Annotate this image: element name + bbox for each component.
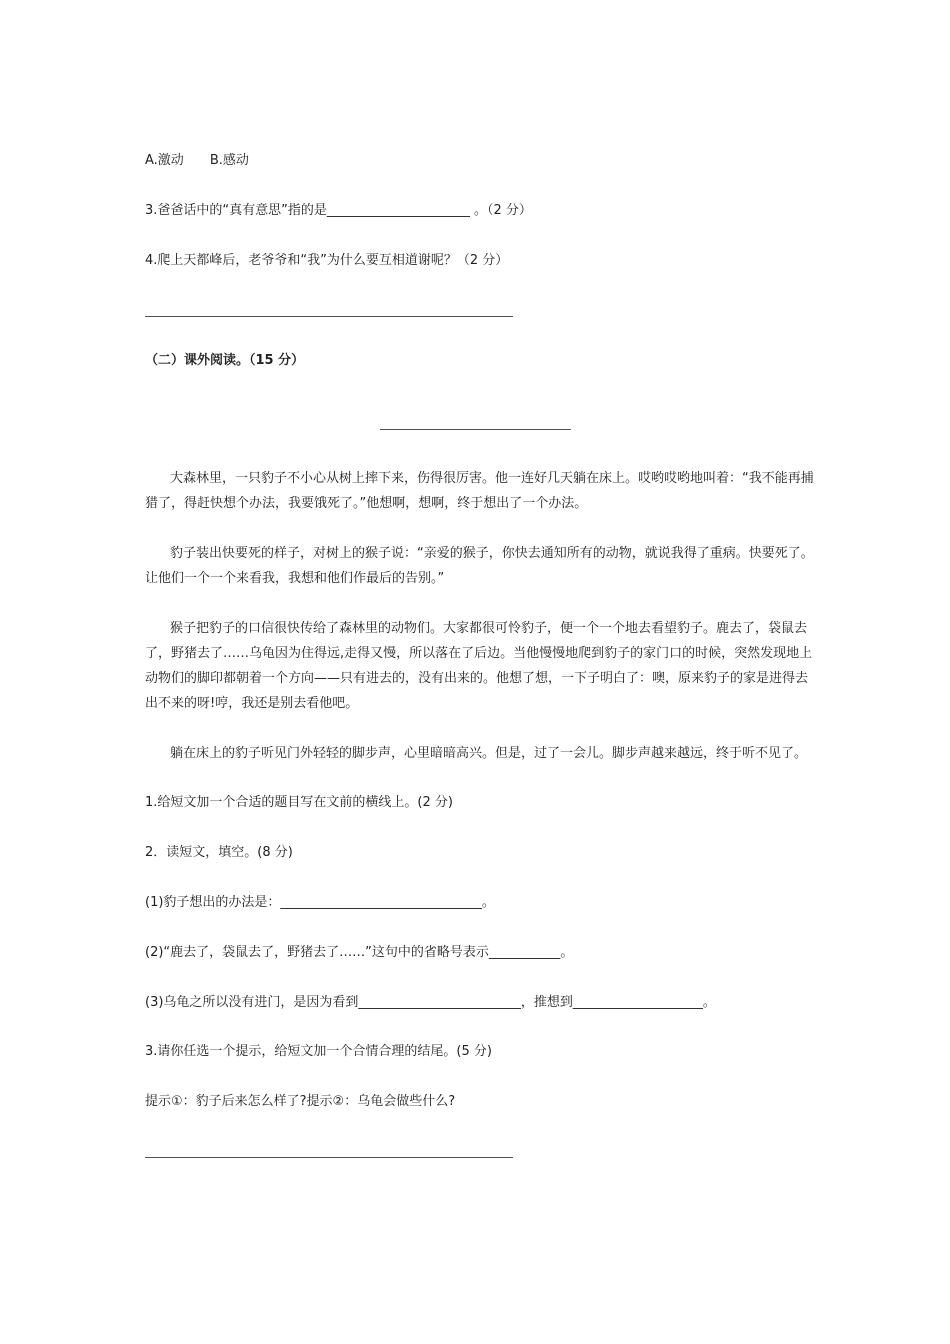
passage-p3-line4: 出不来的呀!哼，我还是别去看他吧。 xyxy=(145,696,359,711)
passage-p2-line2: 让他们一个一个来看我，我想和他们作最后的告别。” xyxy=(145,571,445,586)
question-4: 4.爬上天都峰后，老爷爷和“我”为什么要互相道谢呢？（2 分） xyxy=(145,253,509,268)
options-line xyxy=(145,151,249,171)
title-blank-line xyxy=(380,429,571,430)
section-heading: （二）课外阅读。（15 分） xyxy=(145,353,305,368)
option-b: B.感动 xyxy=(209,153,249,168)
reading-question-2: 2．读短文，填空。(8 分) xyxy=(145,845,293,860)
passage-p1-line1: 大森林里，一只豹子不小心从树上摔下来，伤得很厉害。他一连好几天躺在床上。哎哟哎哟地叫着：“我不能再捕 xyxy=(170,471,814,486)
reading-question-1: 1.给短文加一个合适的题目写在文前的横线上。(2 分) xyxy=(145,795,453,810)
passage-p2-line1: 豹子装出快要死的样子，对树上的猴子说：“亲爱的猴子，你快去通知所有的动物，就说我得了重病。快要死了。 xyxy=(170,546,814,561)
option-a: A.激动 xyxy=(145,153,184,168)
passage-p3-line2: 了，野猪去了……乌龟因为住得远,走得又慢，所以落在了后边。当他慢慢地爬到豹子的家门口的时候，突然发现地上 xyxy=(145,646,813,661)
passage-p4-line1: 躺在床上的豹子听见门外轻轻的脚步声，心里暗暗高兴。但是，过了一会儿。脚步声越来越远，终于听不见了。 xyxy=(170,746,808,761)
answer-line-q4 xyxy=(145,316,513,317)
passage-p3-line1: 猴子把豹子的口信很快传给了森林里的动物们。大家都很可怜豹子，便一个一个地去看望豹子。鹿去了，袋鼠去 xyxy=(170,621,808,636)
passage-p3-line3: 动物们的脚印都朝着一个方向——只有进去的，没有出来的。他想了想，一下子明白了：噢，原来豹子的家是进得去 xyxy=(145,671,809,686)
hint-line: 提示①：豹子后来怎么样了?提示②：乌龟会做些什么? xyxy=(145,1094,456,1109)
answer-line-ending xyxy=(145,1157,513,1158)
passage-p1-line2: 猎了，得赶快想个办法，我要饿死了。”他想啊，想啊，终于想出了一个办法。 xyxy=(145,496,588,511)
reading-question-3: 3.请你任选一个提示，给短文加一个合情合理的结尾。(5 分) xyxy=(145,1044,492,1059)
question-3: 3.爸爸话中的“真有意思”指的是______________________ 。（2 分） xyxy=(145,203,532,218)
reading-question-2-2: (2)“鹿去了，袋鼠去了，野猪去了……”这句中的省略号表示___________。 xyxy=(145,945,574,960)
reading-question-2-3: (3)乌龟之所以没有进门，是因为看到_________________________，推想到____________________。 xyxy=(145,995,716,1010)
reading-question-2-1: (1)豹子想出的办法是：_______________________________。 xyxy=(145,895,495,910)
